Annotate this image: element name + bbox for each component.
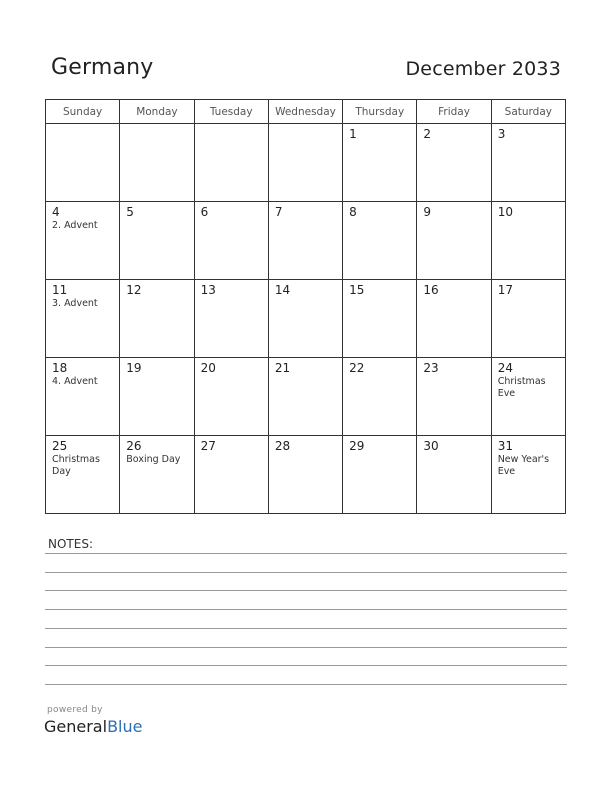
day-number: 17: [497, 283, 513, 297]
week-row: [46, 358, 566, 436]
day-cell: [417, 280, 491, 358]
holiday-label: 4. Advent: [52, 376, 98, 387]
note-line: [45, 553, 567, 554]
day-number: 19: [126, 361, 142, 375]
day-number: 23: [423, 361, 439, 375]
day-number: 25: [52, 439, 68, 453]
brand-general: General: [44, 717, 108, 736]
day-number: 3: [497, 127, 506, 141]
day-number: 10: [497, 205, 513, 219]
day-number: 16: [423, 283, 439, 297]
day-cell: [417, 436, 491, 514]
day-number: 31: [497, 439, 513, 453]
holiday-label: Christmas Day: [52, 454, 100, 477]
generalblue-logo: [44, 717, 142, 736]
week-row: [46, 124, 566, 202]
day-cell: [194, 280, 268, 358]
holiday-label: 2. Advent: [52, 220, 98, 231]
day-cell: [194, 124, 268, 202]
powered-by-text: powered by: [47, 705, 103, 715]
day-cell: [491, 436, 565, 514]
day-cell: [343, 436, 417, 514]
day-cell: [417, 202, 491, 280]
day-cell: [120, 280, 194, 358]
day-number: 24: [497, 361, 513, 375]
day-number: 2: [423, 127, 432, 141]
day-number: 21: [274, 361, 291, 375]
weekday-monday: Monday: [120, 100, 194, 124]
day-number: 4: [52, 205, 60, 219]
day-number: 9: [423, 205, 432, 219]
day-cell: [46, 358, 120, 436]
holiday-label: Boxing Day: [126, 454, 181, 465]
day-cell: [194, 202, 268, 280]
weekday-tuesday: Tuesday: [194, 100, 268, 124]
day-cell: [194, 358, 268, 436]
note-line: [45, 590, 567, 591]
weekday-saturday: Saturday: [491, 100, 565, 124]
brand-blue: Blue: [107, 717, 143, 736]
day-cell: [120, 358, 194, 436]
day-cell: [46, 202, 120, 280]
notes-label: NOTES:: [48, 537, 93, 551]
weekday-thursday: Thursday: [343, 100, 417, 124]
day-number: 7: [274, 205, 283, 219]
holiday-label: 3. Advent: [52, 298, 98, 309]
note-line: [45, 684, 567, 685]
month-year-title: December 2033: [405, 58, 561, 80]
day-cell: [194, 436, 268, 514]
day-cell: [268, 358, 342, 436]
week-row: [46, 436, 566, 514]
day-cell: [491, 280, 565, 358]
country-title: Germany: [51, 55, 154, 80]
day-cell: [268, 436, 342, 514]
day-number: 15: [349, 283, 365, 297]
weekday-friday: Friday: [417, 100, 491, 124]
day-cell: [268, 280, 342, 358]
note-line: [45, 665, 567, 666]
day-cell: [491, 358, 565, 436]
day-cell: [417, 358, 491, 436]
day-number: 8: [349, 205, 357, 219]
day-cell: [343, 202, 417, 280]
weekday-wednesday: Wednesday: [268, 100, 342, 124]
day-number: 12: [126, 283, 142, 297]
day-cell: [120, 436, 194, 514]
day-cell: [268, 124, 342, 202]
calendar-grid: [45, 99, 566, 514]
note-line: [45, 572, 567, 573]
day-cell: [343, 124, 417, 202]
weekday-header-row: [46, 100, 566, 124]
day-number: 6: [200, 205, 209, 219]
day-number: 22: [349, 361, 365, 375]
day-cell: [46, 124, 120, 202]
day-number: 29: [349, 439, 365, 453]
holiday-label: Christmas Eve: [497, 376, 546, 399]
day-cell: [268, 202, 342, 280]
day-number: 30: [423, 439, 439, 453]
day-number: 11: [52, 283, 68, 297]
day-cell: [417, 124, 491, 202]
note-line: [45, 609, 567, 610]
day-cell: [491, 124, 565, 202]
day-number: 5: [126, 205, 134, 219]
day-cell: [343, 358, 417, 436]
day-cell: [46, 280, 120, 358]
day-number: 1: [349, 127, 357, 141]
day-cell: [343, 280, 417, 358]
day-cell: [46, 436, 120, 514]
day-number: 13: [200, 283, 216, 297]
weekday-sunday: Sunday: [46, 100, 120, 124]
day-number: 26: [126, 439, 142, 453]
week-row: [46, 280, 566, 358]
note-line: [45, 628, 567, 629]
day-number: 27: [200, 439, 216, 453]
day-number: 20: [200, 361, 216, 375]
note-line: [45, 647, 567, 648]
holiday-label: New Year's Eve: [497, 454, 550, 477]
day-cell: [491, 202, 565, 280]
day-cell: [120, 202, 194, 280]
day-number: 18: [52, 361, 68, 375]
day-cell: [120, 124, 194, 202]
day-number: 14: [274, 283, 291, 297]
week-row: [46, 202, 566, 280]
day-number: 28: [274, 439, 291, 453]
